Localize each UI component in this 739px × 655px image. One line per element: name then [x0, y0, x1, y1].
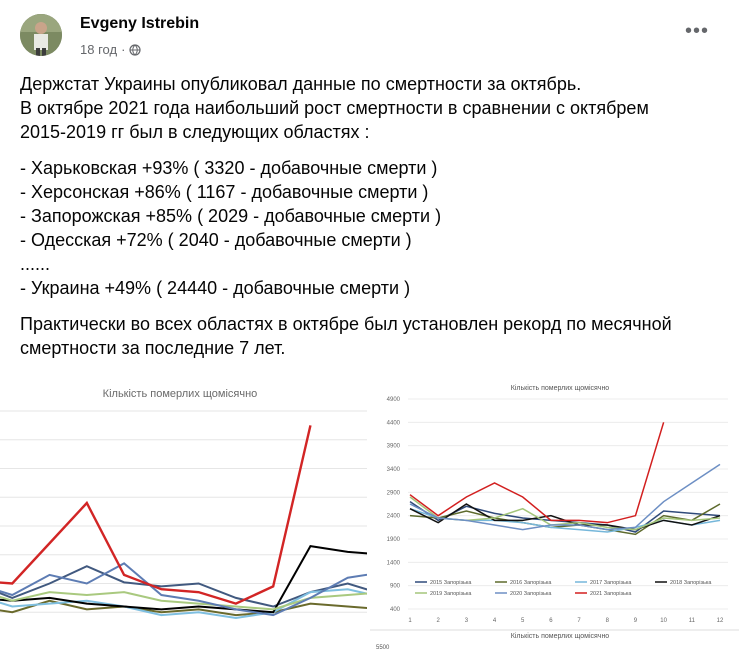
- more-options-button[interactable]: •••: [684, 20, 709, 42]
- avatar[interactable]: [20, 14, 62, 56]
- chart-2-legend-label: 2019 Запорізька: [430, 591, 472, 597]
- chart-2-x-tick: 12: [716, 618, 724, 624]
- chart-3-tick: 5500: [376, 645, 390, 650]
- chart-2-legend-label: 2021 Запорізька: [590, 591, 632, 597]
- chart-2-x-tick: 6: [549, 618, 553, 624]
- post-time[interactable]: 18 год: [80, 42, 118, 57]
- post-line: В октябре 2021 года наибольший рост смертности в сравнении с октябрем: [20, 98, 649, 118]
- chart-2-x-tick: 10: [660, 618, 667, 624]
- meta-separator: ·: [121, 42, 126, 57]
- chart-2-x-tick: 9: [633, 618, 638, 624]
- chart-image-1[interactable]: [0, 381, 367, 650]
- post-line: 2015-2019 гг был в следующих областях :: [20, 122, 370, 142]
- chart-2-x-tick: 1: [408, 618, 412, 624]
- post-line: смертности за последние 7 лет.: [20, 338, 286, 358]
- chart-2-legend-label: 2016 Запорізька: [510, 580, 552, 586]
- chart-2-y-tick: 2400: [386, 513, 400, 520]
- chart-2: [370, 381, 739, 650]
- chart-2-x-tick: 3: [464, 618, 469, 624]
- list-item: - Украина +49% ( 24440 - добавочные смерти ): [20, 278, 411, 298]
- closing-paragraph: [20, 312, 720, 360]
- chart-image-2[interactable]: [370, 381, 739, 650]
- chart-2-x-tick: 8: [605, 618, 609, 624]
- chart-1: [0, 381, 367, 650]
- globe-icon[interactable]: [129, 44, 141, 56]
- list-item: - Одесская +72% ( 2040 - добавочные смерти ): [20, 230, 412, 250]
- chart-2-y-tick: 2900: [386, 490, 400, 497]
- chart-2-y-tick: 3400: [386, 467, 400, 473]
- chart-2-legend-label: 2018 Запорізька: [670, 580, 712, 586]
- chart-2-y-tick: 4400: [386, 420, 400, 427]
- chart-2-y-tick: 900: [389, 583, 400, 590]
- chart-2-legend-label: 2015 Запорізька: [430, 580, 472, 586]
- chart-2-x-tick: 11: [688, 618, 695, 624]
- post-text: [20, 72, 720, 360]
- chart-2-legend-label: 2020 Запорізька: [510, 591, 552, 597]
- avatar-image: [20, 14, 62, 56]
- chart-2-x-tick: 2: [436, 618, 440, 624]
- chart-1-title: Кількість померлих щомісячно: [102, 388, 258, 400]
- list-item: - Херсонская +86% ( 1167 - добавочные смерти ): [20, 182, 429, 202]
- post-line: Практически во всех областях в октябре был установлен рекорд по месячной: [20, 314, 672, 334]
- list-item: ......: [20, 254, 51, 274]
- chart-2-series-line: [410, 422, 664, 522]
- chart-2-y-tick: 3900: [386, 443, 400, 450]
- chart-2-x-tick: 7: [577, 618, 581, 624]
- chart-1-series-line: [0, 566, 367, 606]
- post-images: [0, 381, 739, 650]
- list-item: - Харьковская +93% ( 3320 - добавочные смерти ): [20, 158, 438, 178]
- chart-2-y-tick: 1900: [386, 537, 400, 543]
- post-line: Держстат Украины опубликовал данные по смертности за октябрь.: [20, 74, 582, 94]
- author-name[interactable]: Evgeny Istrebin: [80, 15, 200, 32]
- chart-2-y-tick: 4900: [386, 397, 400, 403]
- list-item: - Запорожская +85% ( 2029 - добавочные смерти ): [20, 206, 442, 226]
- chart-2-x-tick: 5: [521, 618, 525, 624]
- region-list: [20, 156, 720, 300]
- chart-3-title: Кількість померлих щомісячно: [510, 633, 610, 640]
- chart-2-legend-label: 2017 Запорізька: [590, 580, 632, 586]
- post-meta: [80, 42, 141, 57]
- chart-2-x-tick: 4: [492, 618, 497, 624]
- chart-2-y-tick: 400: [389, 607, 400, 613]
- chart-2-title: Кількість померлих щомісячно: [510, 385, 610, 392]
- chart-2-y-tick: 1400: [386, 560, 400, 567]
